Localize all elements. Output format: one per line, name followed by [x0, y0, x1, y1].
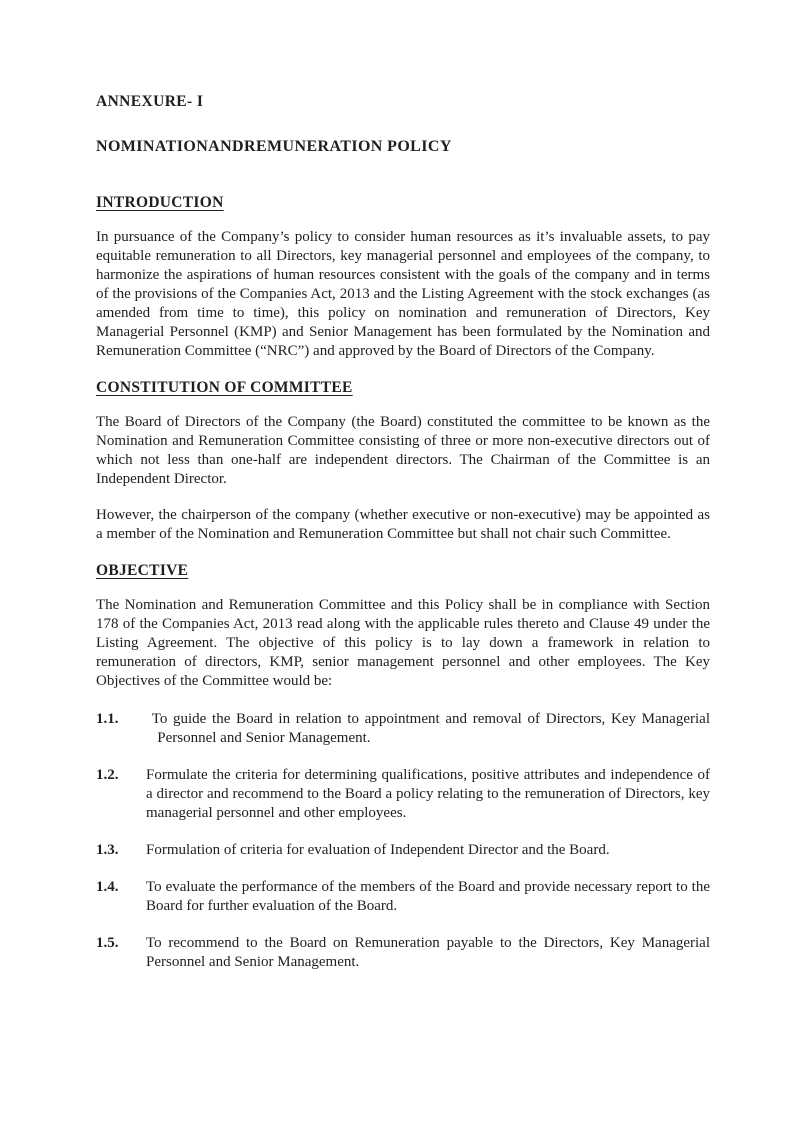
- objective-number: 1.3.: [96, 842, 119, 858]
- section-heading-introduction: INTRODUCTION: [96, 194, 224, 211]
- objective-item: [96, 710, 710, 748]
- constitution-paragraph-1: The Board of Directors of the Company (the Board) constituted the committee to be known as the Nomination and Remuneration Committee consisting of three or more non-executive directors out of which not less than one-half are independent directors. The Chairman of the Committee is an Independent Director.: [96, 414, 710, 487]
- section-objective: [96, 561, 710, 972]
- objective-item: [96, 878, 710, 916]
- objective-number: 1.2.: [96, 767, 119, 783]
- objective-paragraph: The Nomination and Remuneration Committee and this Policy shall be in compliance with Section 178 of the Companies Act, 2013 read along with the applicable rules thereto and Clause 49 under the Listing Agreement. The objective of this policy is to lay down a framework in relation to remuneration of directors, KMP, senior management personnel and other employees. The Key Objectives of the Committee would be:: [96, 597, 710, 689]
- objective-number: 1.4.: [96, 879, 119, 895]
- constitution-paragraph-2: However, the chairperson of the company (whether executive or non-executive) may be appointed as a member of the Nomination and Remuneration Committee but shall not chair such Committee.: [96, 507, 710, 542]
- objective-number: 1.5.: [96, 935, 119, 951]
- objective-number: 1.1.: [96, 711, 119, 727]
- section-heading-constitution: CONSTITUTION OF COMMITTEE: [96, 379, 353, 396]
- objective-item: [96, 766, 710, 823]
- section-introduction: [96, 193, 710, 361]
- objective-item: [96, 934, 710, 972]
- objectives-list: [96, 710, 710, 972]
- objective-text: To guide the Board in relation to appointment and removal of Directors, Key Managerial Personnel and Senior Management.: [146, 711, 710, 746]
- annexure-label: ANNEXURE- I: [96, 93, 204, 110]
- section-heading-objective: OBJECTIVE: [96, 562, 189, 579]
- introduction-paragraph: In pursuance of the Company’s policy to consider human resources as it’s invaluable assets, to pay equitable remuneration to all Directors, key managerial personnel and employees of the company, to harmonize the aspirations of human resources consistent with the goals of the company and in terms of the provisions of the Companies Act, 2013 and the Listing Agreement with the stock exchanges (as amended from time to time), this policy on nomination and remuneration of Directors, Key Managerial Personnel (KMP) and Senior Management has been formulated by the Nomination and Remuneration Committee (“NRC”) and approved by the Board of Directors of the Company.: [96, 229, 710, 359]
- objective-text: Formulate the criteria for determining qualifications, positive attributes and independence of a director and recommend to the Board a policy relating to the remuneration of Directors, key managerial personnel and other employees.: [146, 767, 710, 821]
- objective-text: To recommend to the Board on Remuneration payable to the Directors, Key Managerial Personnel and Senior Management.: [146, 935, 710, 970]
- document-title: NOMINATIONANDREMUNERATION POLICY: [96, 138, 452, 155]
- objective-text: To evaluate the performance of the members of the Board and provide necessary report to the Board for further evaluation of the Board.: [146, 879, 710, 914]
- section-constitution: [96, 378, 710, 544]
- objective-item: [96, 841, 710, 860]
- objective-text: Formulation of criteria for evaluation of Independent Director and the Board.: [146, 842, 610, 858]
